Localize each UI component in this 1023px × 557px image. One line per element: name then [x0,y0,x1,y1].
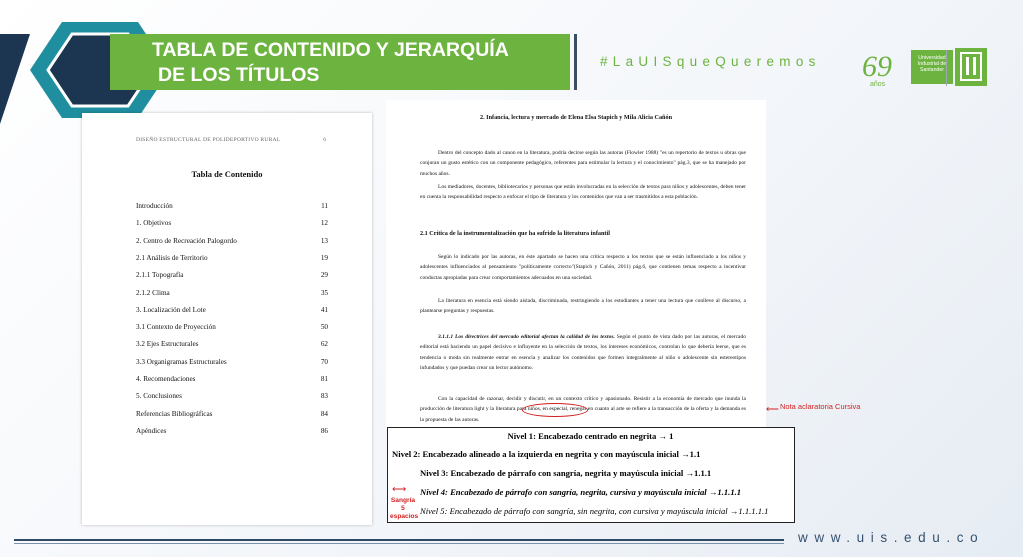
paragraph-6: Con la capacidad de razonar, decidir y discutir, en un contexto crítico y apasionado. Resistir a la economía de mercado que inunda la producción de literatura light y la literatura para niños, en especial, renegar en cuanto al arte se refiere a la transacción de la oferta y la demanda es la propuesta de las autoras. [420,396,746,423]
toc-entry [136,340,328,348]
toc-entry-page: 84 [320,409,328,418]
toc-entry-page: 86 [320,426,328,435]
footer-url: www.uis.edu.co [798,530,985,545]
title-line-2: DE LOS TÍTULOS [158,64,320,86]
header-divider [574,34,577,90]
toc-entry-page: 62 [320,340,328,349]
toc-entry [136,271,328,279]
toc-entry [136,254,328,262]
toc-document [82,113,372,525]
toc-entry-page: 41 [320,305,328,314]
level-2: Nivel 2: Encabezado alineado a la izquierda en negrita y con mayúscula inicial →1.1 [392,449,701,459]
toc-entry [136,410,328,418]
hashtag: #LaUISqueQueremos [600,54,821,69]
toc-entry-label: 2.1.2 Clima [136,288,170,297]
footer-line [14,539,784,541]
toc-entry [136,392,328,400]
toc-entry-label: Introducción [136,202,173,210]
note-italic-annotation: Nota aclaratoria Cursiva [780,402,861,411]
document-subheading: 2.1 Crítica de la instrumentalización que ha sufrido la literatura infantil [420,230,610,237]
anniversary-logo [858,46,906,88]
slide-title [152,38,572,88]
indent-annotation: Sangría 5 espacios [390,497,419,520]
uis-shield-icon [955,48,987,86]
level-5: Nivel 5: Encabezado de párrafo con sangría, sin negrita, con cursiva y mayúscula inicial →1.1.1.1.1 [420,506,769,516]
paragraph-4: La literatura en esencia está siendo aislada, discriminada, restringiendo a los estudiantes a tener una lectura que conlleve al discurso, a plantearse preguntas y respuestas. [420,298,746,315]
level-1: Nivel 1: Encabezado centrado en negrita → 1 [507,431,674,441]
toc-entry-label: 5. Conclusiones [136,392,182,401]
toc-title: Tabla de Contenido [191,169,263,179]
toc-entry-page: 70 [320,357,328,366]
toc-entry-label: 2. Centro de Recreación Palogordo [136,236,237,245]
anniversary-69-icon [858,46,906,88]
toc-entry-page: 13 [320,236,328,245]
text-document [386,100,766,428]
toc-entry [136,289,328,297]
highlight-circle [522,403,588,417]
level-4: Nivel 4: Encabezado de párrafo con sangría, negrita, cursiva y mayúscula inicial →1.1.1.1 [420,487,742,497]
toc-entry [136,358,328,366]
toc-entry [136,202,328,210]
toc-entry-label: 3.2 Ejes Estructurales [136,340,199,349]
toc-entry-page: 81 [320,375,328,383]
toc-entry-page: 83 [320,392,328,401]
page-number: 6 [323,137,326,143]
title-line-1: TABLA DE CONTENIDO Y JERARQUÍA [152,39,509,61]
footer-line-thin [14,543,784,544]
toc-entry-page: 50 [320,323,328,332]
document-heading: 2. Infancia, lectura y mercado de Elena Elsa Stapich y Mila Alicia Cañón [479,114,673,121]
left-arrow-icon: ⟵ [766,404,779,414]
svg-text:años: años [870,81,886,88]
toc-entry-label: Apéndices [136,426,167,435]
level-3: Nivel 3: Encabezado de párrafo con sangría, negrita y mayúscula inicial →1.1.1 [420,468,712,478]
toc-entry-page: 29 [320,271,328,280]
toc-entry-label: 2.1.1 Topografía [136,271,184,280]
toc-entry-label: 1. Objetivos [136,219,172,228]
paragraph-1: Dentro del concepto dado al canon en la literatura, podría decirse según las autoras (Flowler 1988) "es un repertorio de textos u obras que conjuran un gusto estético con un componente pedagógico, referentes para estimular la lectura y el conocimiento" pág.3, que se ha manejado por muchos años. [420,150,746,177]
toc-entry [136,323,328,331]
svg-text:69: 69 [862,50,892,83]
toc-entry [136,237,328,245]
toc-entry-label: Referencias Bibliográficas [136,409,213,418]
paragraph-3: Según lo indicado por las autoras, en éste apartado se hacen una crítica respecto a los textos que se están influenciado a los niños y adolescentes influenciados al pensamiento "políticamente correcto"(Stapich y Cañón, 2011) pág.6, que contienen temas respecto a incentivar conductas apropiadas para crear comportamientos adecuados en una sociedad. [420,254,746,281]
toc-entry-page: 12 [320,219,328,228]
logo-divider [946,50,947,86]
paragraph-5: 3.1.1.1 Los directrices del mercado editorial afectan la calidad de los textos. Según el punto de vista dado por las autoras, el mercado editorial está haciendo un papel decisivo e influyente en la selección de textos, los intereses económicos, controlan lo que debería leerse, que es tendencia o moda sin realmente entrar en esencia y analizar los contenidos que formen integralmente al niño o adolescente sin estereotipos infundados y que puedan crear un lector autónomo. [420,334,747,371]
indent-arrow-icon: ⟷ [392,484,407,495]
toc-entry [136,306,328,314]
toc-entry-page: 11 [321,202,328,210]
toc-entry-page: 19 [320,253,328,262]
toc-entry-label: 3. Localización del Lote [136,305,206,314]
running-head: DISEÑO ESTRUCTURAL DE POLIDEPORTIVO RURAL [136,137,281,143]
toc-entry [136,375,328,383]
toc-entry-label: 2.1 Análisis de Territorio [136,253,208,262]
toc-entry-label: 4. Recomendaciones [136,375,196,383]
paragraph-2: Los mediadores, docentes, bibliotecarios y personas que están involucradas en la selección de textos para niños y adolescentes, deben tener en cuenta la responsabilidad respecto a enfocar el tipo de literatura y los contenidos que van a ser trasmitidos a esta población. [420,184,746,201]
toc-entry-label: 3.3 Organigramas Estructurales [136,357,227,366]
university-name-logo: Universidad Industrial de Santander [911,50,953,84]
toc-entry [136,219,328,227]
toc-entry-page: 35 [320,288,328,297]
toc-entry-label: 3.1 Contexto de Proyección [136,323,216,332]
heading-levels-box [387,427,795,523]
toc-entry [136,427,328,435]
